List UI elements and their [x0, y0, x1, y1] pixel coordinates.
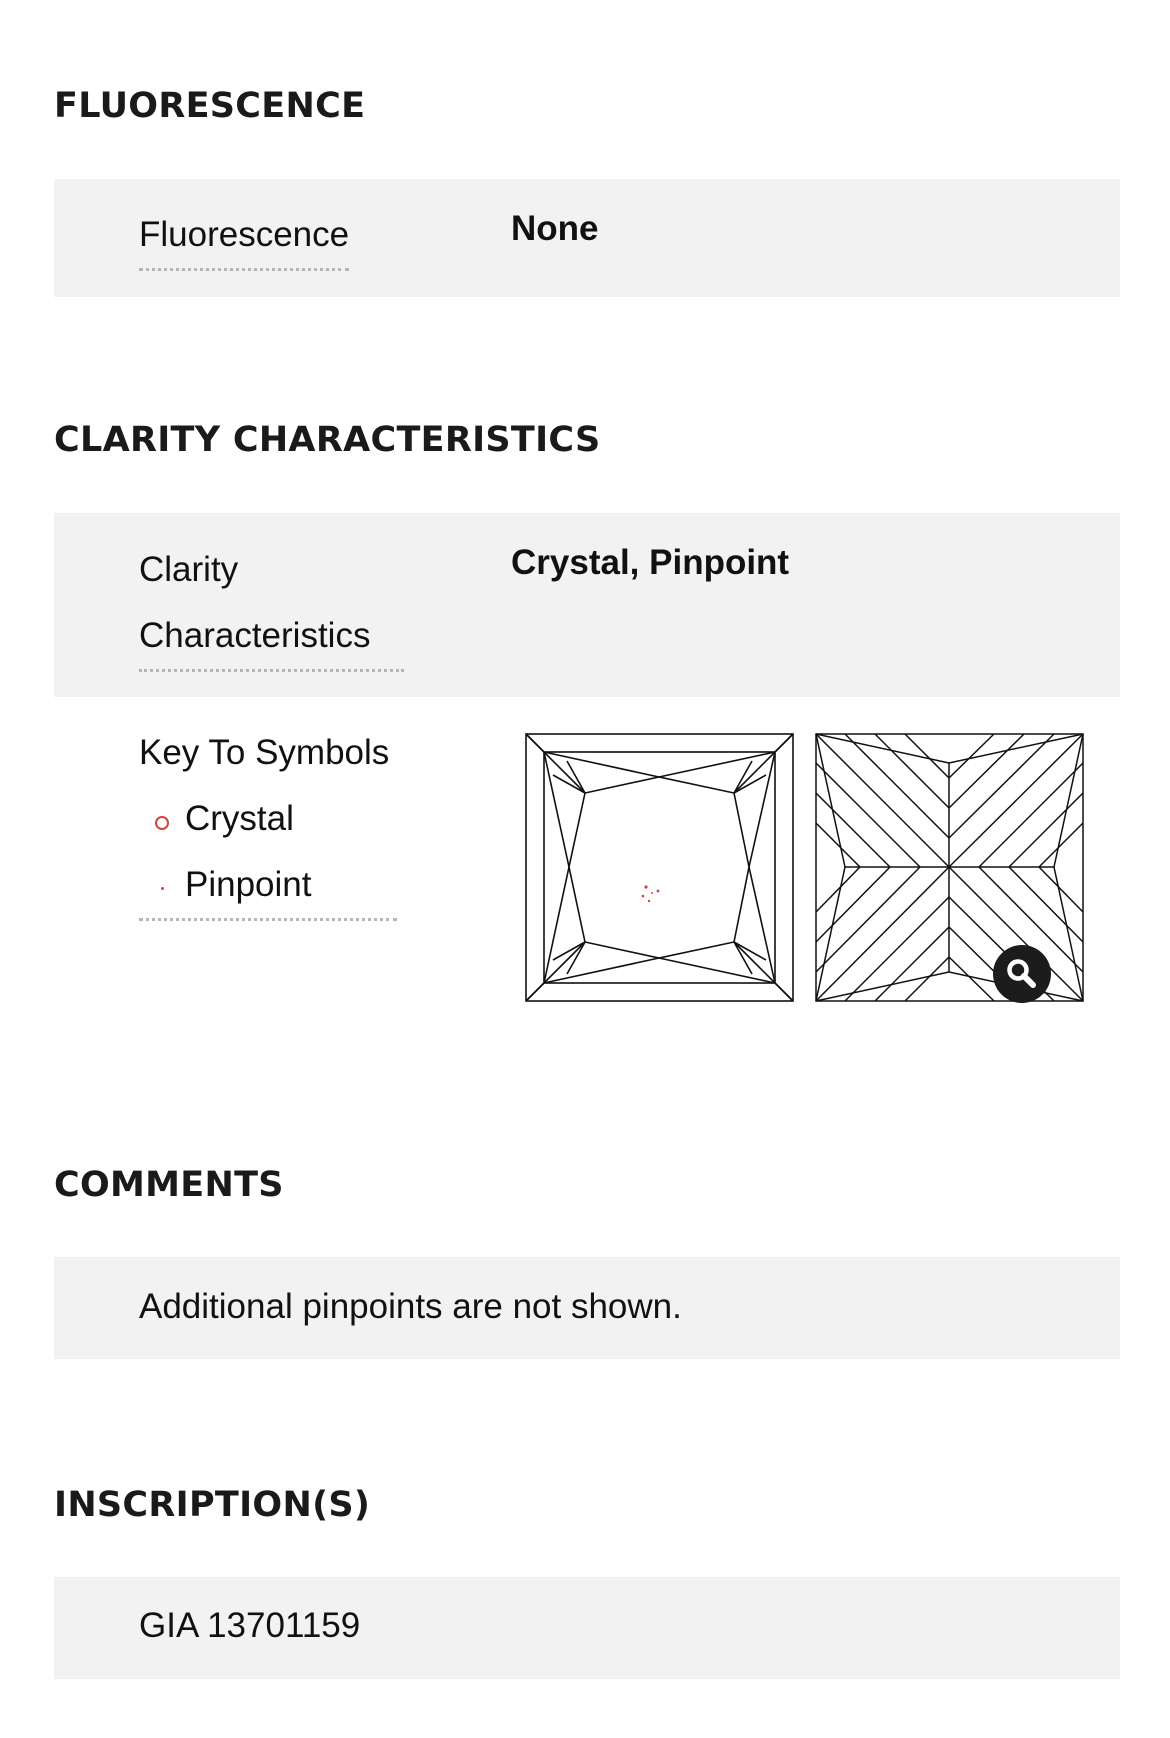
key-item-crystal-label: Crystal	[185, 799, 294, 838]
magnifier-icon	[993, 945, 1051, 1003]
crown-plot-diagram[interactable]	[525, 733, 794, 1002]
inscriptions-heading: INSCRIPTION(S)	[54, 1485, 371, 1525]
inscriptions-text: GIA 13701159	[139, 1606, 361, 1645]
clarity-label-line2: Characteristics	[139, 616, 371, 655]
key-item-pinpoint	[139, 852, 397, 918]
crystal-symbol-icon	[139, 788, 185, 854]
clarity-heading: CLARITY CHARACTERISTICS	[54, 420, 601, 460]
fluorescence-heading: FLUORESCENCE	[54, 86, 366, 126]
key-to-symbols[interactable]	[139, 720, 397, 921]
pinpoint-symbol-icon	[139, 854, 185, 920]
inclusion-marks	[642, 885, 660, 902]
clarity-label-line1: Clarity	[139, 550, 239, 589]
key-to-symbols-title: Key To Symbols	[139, 733, 390, 772]
fluorescence-label[interactable]: Fluorescence	[139, 202, 349, 271]
key-item-pinpoint-label: Pinpoint	[185, 865, 312, 904]
clarity-value: Crystal, Pinpoint	[511, 543, 790, 582]
comments-heading: COMMENTS	[54, 1165, 284, 1205]
zoom-button[interactable]	[993, 945, 1051, 1003]
comments-text: Additional pinpoints are not shown.	[139, 1287, 682, 1326]
key-item-crystal	[139, 786, 397, 852]
clarity-label[interactable]	[139, 537, 404, 672]
fluorescence-value: None	[511, 209, 599, 248]
